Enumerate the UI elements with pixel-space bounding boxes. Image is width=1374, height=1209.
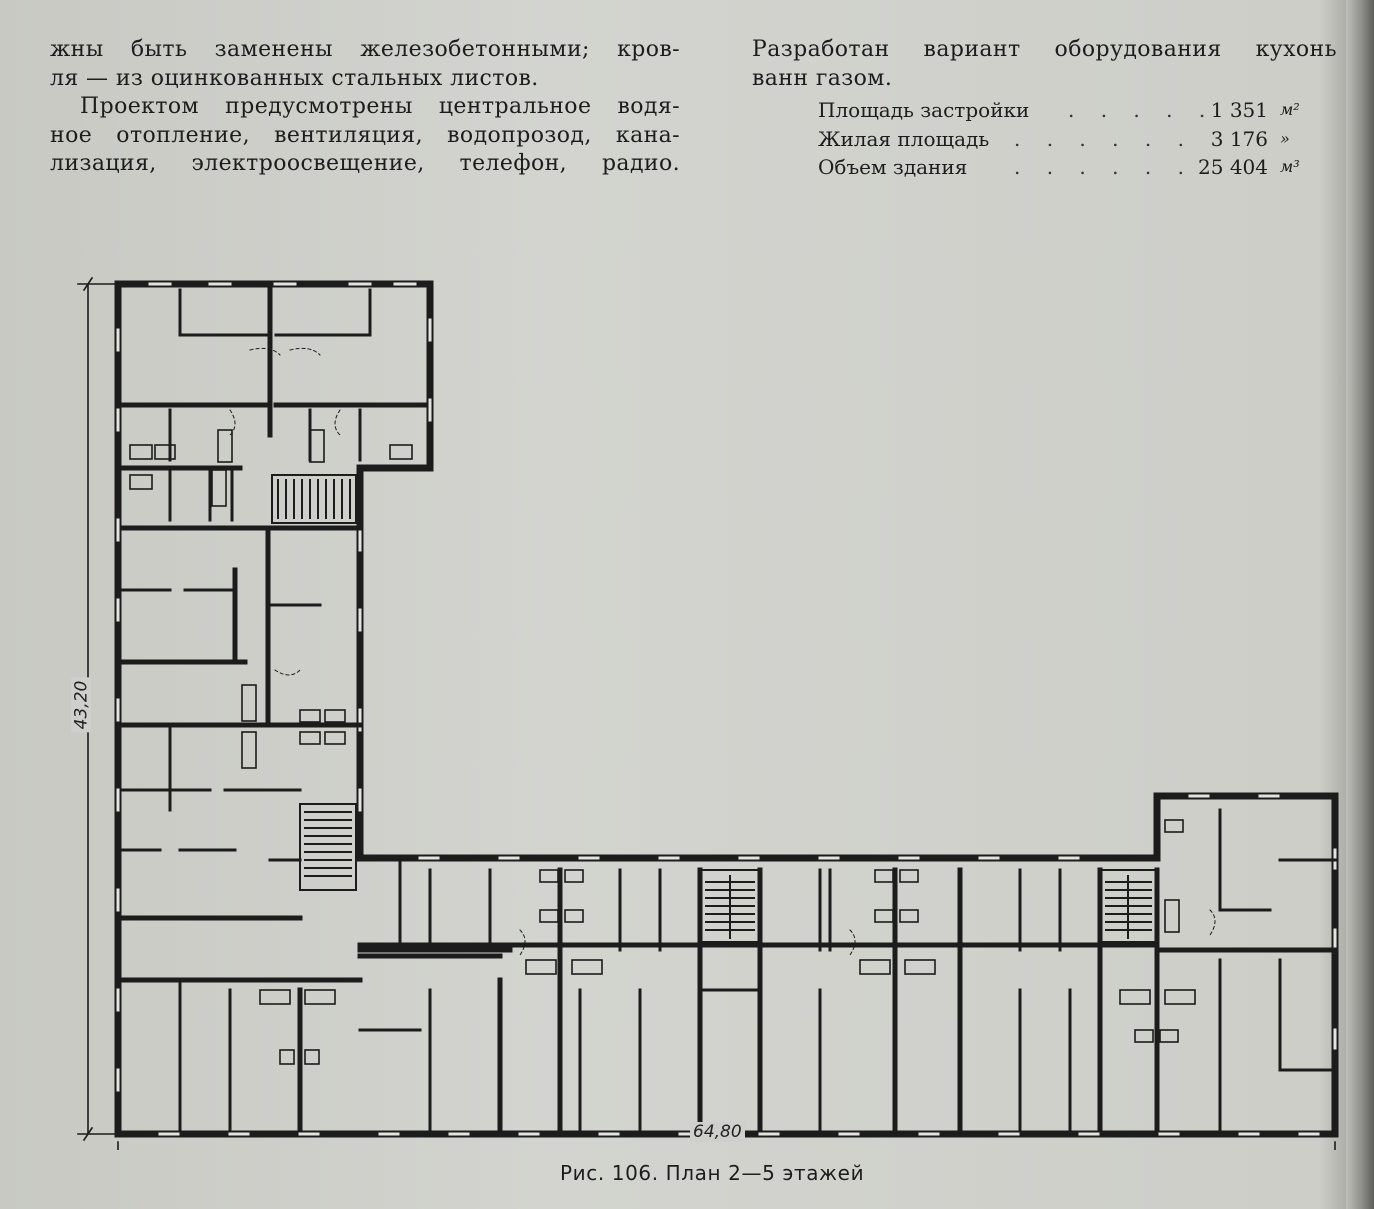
- stairwells: [272, 475, 1157, 942]
- right-line-1: Разработан вариант оборудования кухонь: [752, 37, 1337, 62]
- stat-value: 25 404: [1198, 155, 1268, 179]
- stat-label: Объем здания: [818, 155, 968, 179]
- stat-row-volume: [818, 153, 1318, 182]
- stat-value: 3 176: [1210, 126, 1268, 151]
- stat-unit: м²: [1280, 100, 1300, 119]
- left-line-3: Проектом предусмотрены центральное водя-: [80, 94, 680, 119]
- door-swings: [230, 348, 1215, 955]
- left-line-2: ля — из оцинкованных стальных листов.: [50, 65, 539, 91]
- floor-plan-drawing: [60, 270, 1350, 1150]
- right-text-column: [752, 36, 1337, 93]
- stat-row-building-area: [818, 96, 1318, 125]
- left-line-1: жны быть заменены железобетонными; кров-: [50, 37, 680, 62]
- stat-dots: . . . . .: [1068, 98, 1216, 122]
- stat-label: Жилая площадь: [818, 126, 990, 151]
- right-line-2: ванн газом.: [752, 65, 893, 91]
- left-line-4: ное отопление, вентиляция, водопрозод, кана-: [50, 122, 680, 148]
- stat-dots: . . . . . .: [1014, 126, 1194, 151]
- stat-unit: м³: [1280, 157, 1300, 176]
- sanitary-fixtures: [130, 430, 1195, 1064]
- dimension-width-label: 64,80: [690, 1122, 745, 1142]
- stat-label: Площадь застройки: [818, 98, 1030, 122]
- left-line-5: лизация, электроосвещение, телефон, радио.: [50, 151, 680, 176]
- stat-row-living-area: [818, 125, 1318, 154]
- stat-unit: »: [1280, 128, 1290, 148]
- stat-dots: . . . . . .: [1014, 155, 1194, 179]
- stat-value: 1 351: [1210, 98, 1268, 122]
- figure-caption: Рис. 106. План 2—5 этажей: [560, 1161, 865, 1185]
- book-binding-edge: [1346, 0, 1374, 1209]
- left-text-column: [50, 36, 680, 179]
- dimension-height-label: 43,20: [71, 678, 91, 733]
- building-stats-table: [818, 96, 1318, 182]
